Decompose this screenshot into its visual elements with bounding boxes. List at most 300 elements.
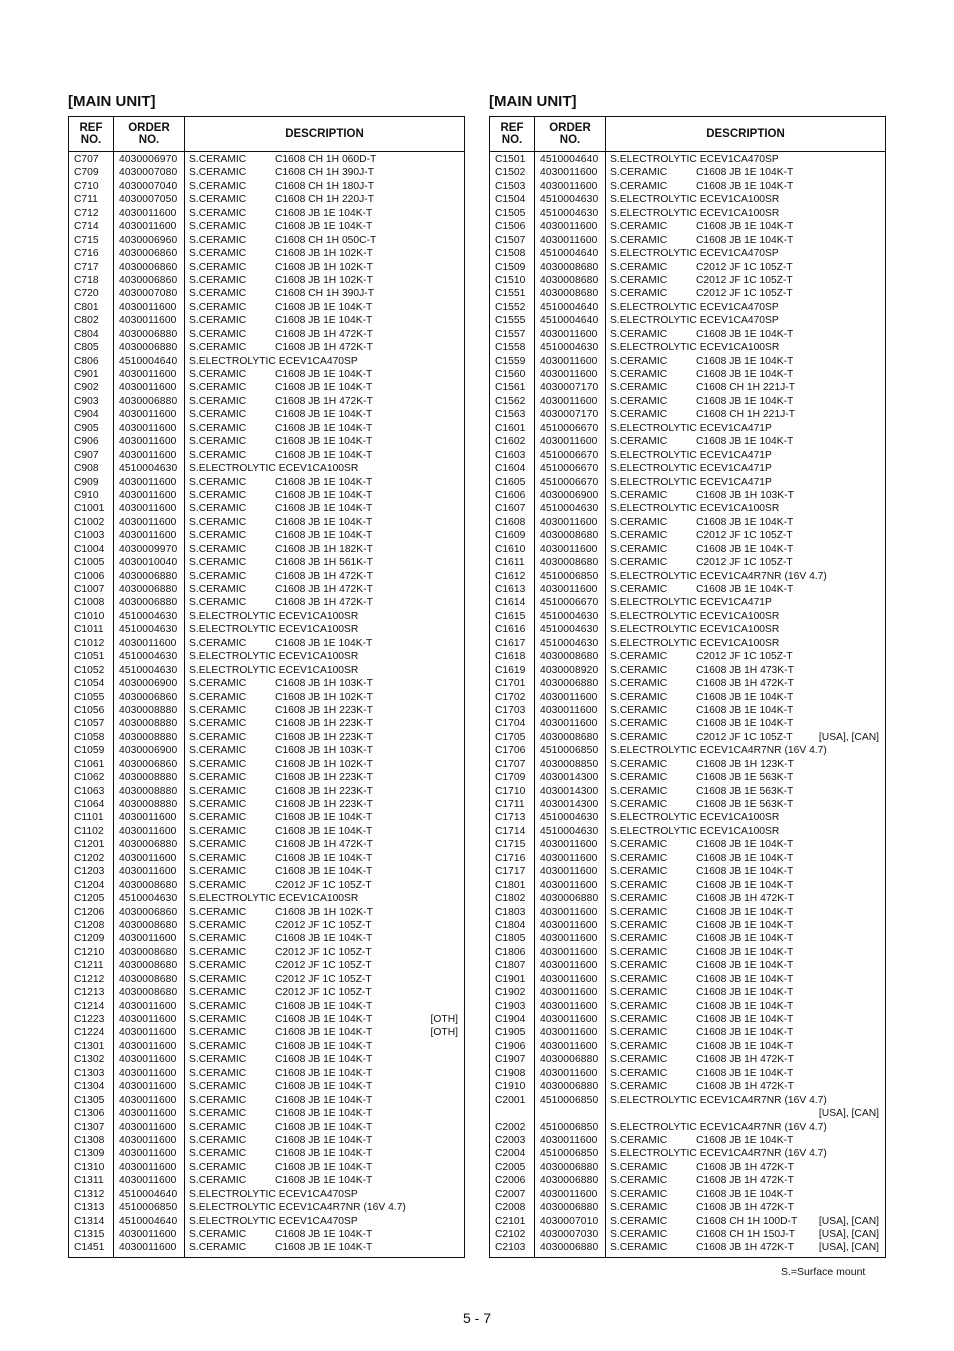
order-no-cell: 4030011600 [540,919,598,931]
order-no-cell: 4030006880 [119,839,178,851]
order-no-cell: 4510004640 [119,1215,178,1227]
order-no-cell: 4030011600 [540,718,598,730]
ref-no-cell: C1302 [74,1054,105,1066]
part-number-cell: ECEV1CA471P [699,597,772,609]
table-row [490,476,885,489]
component-type-cell: S.CERAMIC [189,422,247,434]
table-rows [490,152,885,1257]
table-row [490,1147,885,1160]
order-no-cell: 4030008680 [540,530,599,542]
table-row [490,529,885,542]
part-number-cell: ECEV1CA4R7NR (16V 4.7) [699,1121,827,1133]
table-row [490,220,885,233]
part-number-cell: C1608 JB 1E 563K-T [696,772,794,784]
table-row [490,261,885,274]
order-no-cell: 4030006860 [119,906,178,918]
order-no-cell: 4510006670 [540,463,599,475]
table-row [490,1080,885,1093]
table-row [69,476,464,489]
order-no-cell: 4030011600 [119,503,177,515]
part-number-cell: C2012 JF 1C 105Z-T [275,879,372,891]
table-row [69,247,464,260]
part-number-cell: C1608 CH 1H 150J-T [696,1229,796,1240]
order-no-cell: 4030011600 [119,1040,177,1052]
component-type-cell: S.ELECTROLYTIC [610,422,697,434]
table-row [69,717,464,730]
order-no-cell: 4030011600 [540,167,598,179]
ref-no-cell: C1303 [74,1067,105,1079]
ref-no-cell: C2101 [495,1215,526,1227]
order-no-cell: 4030011600 [119,1027,177,1039]
table-row [69,395,464,408]
order-no-cell: 4030011600 [540,1027,598,1039]
table-row [69,543,464,556]
parts-table [489,116,886,1258]
part-number-cell: C1608 JB 1E 104K-T [275,1027,373,1039]
order-no-cell: 4030008680 [540,288,599,300]
part-number-cell: C1608 JB 1H 102K-T [275,691,373,703]
component-type-cell: S.CERAMIC [189,1242,247,1254]
ref-no-cell: C904 [74,409,99,421]
component-type-cell: S.CERAMIC [610,167,668,179]
ref-no-cell: C1611 [495,557,525,569]
order-no-cell: 4030006860 [119,758,178,770]
table-row [69,355,464,368]
ref-no-cell: C1706 [495,745,526,757]
order-no-cell: 4510004640 [540,248,599,260]
table-row [69,153,464,166]
table-row [69,341,464,354]
table-row [69,959,464,972]
ref-no-cell: C1062 [74,772,105,784]
ref-no-cell: C1005 [74,557,105,569]
part-number-cell: C1608 JB 1E 104K-T [275,933,373,945]
component-type-cell: S.CERAMIC [189,745,247,757]
part-number-cell: ECEV1CA100SR [278,651,359,663]
part-number-cell: C1608 JB 1H 472K-T [275,395,373,407]
order-no-cell: 4030011600 [119,1000,177,1012]
part-number-cell: C2012 JF 1C 105Z-T [275,987,372,999]
ref-no-cell: C712 [74,207,99,219]
order-no-cell: 4030006860 [119,248,178,260]
table-row [69,677,464,690]
ref-no-cell: C1214 [74,1000,105,1012]
part-number-cell: C1608 JB 1H 182K-T [275,543,373,555]
table-row [69,986,464,999]
table-row [490,314,885,327]
part-number-cell: C1608 JB 1E 104K-T [696,946,794,958]
table-row [490,1201,885,1214]
ref-no-cell: C1617 [495,637,526,649]
table-row [490,986,885,999]
order-no-cell: 4030014300 [540,772,599,784]
table-body [69,152,464,1257]
table-row [69,919,464,932]
part-number-cell: C1608 JB 1E 104K-T [275,852,373,864]
order-no-cell: 4030011600 [540,852,598,864]
component-type-cell: S.CERAMIC [189,1054,247,1066]
order-no-cell: 4030011600 [540,1188,598,1200]
order-no-cell: 4510004630 [540,194,599,206]
ref-no-cell: C1305 [74,1094,105,1106]
ref-no-cell: C1610 [495,543,526,555]
ref-no-cell: C1223 [74,1014,105,1025]
ref-no-cell: C1614 [495,597,526,609]
table-row [69,261,464,274]
component-type-cell: S.CERAMIC [189,167,247,179]
order-no-cell: 4030006880 [119,395,178,407]
order-no-cell: 4030006880 [119,328,178,340]
part-number-cell: C1608 JB 1H 472K-T [696,678,794,690]
component-type-cell: S.CERAMIC [189,812,247,824]
order-no-cell: 4030008680 [119,879,178,891]
ref-no-cell: C2006 [495,1175,526,1187]
order-no-cell: 4510004630 [119,610,178,622]
part-number-cell: ECEV1CA100SR [278,463,359,475]
part-number-cell: C1608 JB 1H 472K-T [275,839,373,851]
table-row [69,180,464,193]
ref-no-cell: C1552 [495,301,526,313]
table-row [490,207,885,220]
part-number-cell: C1608 JB 1E 104K-T [696,1067,794,1079]
table-row [490,973,885,986]
part-number-cell: C1608 JB 1H 103K-T [275,678,373,690]
ref-no-cell: C1011 [74,624,104,636]
component-type-cell: S.CERAMIC [189,557,247,569]
component-type-cell: S.CERAMIC [610,221,668,233]
order-no-cell: 4030007170 [540,409,599,421]
ref-no-cell: C1058 [74,731,105,743]
part-number-cell: C1608 JB 1H 223K-T [275,785,373,797]
part-number-cell: C1608 CH 1H 221J-T [696,409,796,421]
ref-no-cell: C2005 [495,1161,526,1173]
component-type-cell: S.ELECTROLYTIC [189,893,276,905]
component-type-cell: S.CERAMIC [610,369,668,380]
ref-no-cell: C1301 [74,1040,105,1052]
order-no-cell: 4030008680 [119,987,178,999]
table-row [69,1107,464,1120]
ref-no-cell: C2003 [495,1134,526,1146]
component-type-cell: S.CERAMIC [189,543,247,555]
column-header-order-no: ORDER NO. [535,117,606,151]
ref-no-cell: C2008 [495,1202,526,1214]
component-type-cell: S.CERAMIC [189,221,247,233]
order-no-cell: 4030011600 [119,637,177,649]
order-no-cell: 4030011600 [119,1134,177,1146]
component-type-cell: S.CERAMIC [610,1202,668,1214]
part-number-cell: C1608 JB 1E 104K-T [275,489,373,501]
component-type-cell: S.CERAMIC [610,1215,668,1227]
part-number-cell: C1608 JB 1E 104K-T [275,409,373,421]
ref-no-cell: C1010 [74,610,105,622]
order-no-cell: 4030011600 [119,449,177,461]
component-type-cell: S.CERAMIC [610,758,668,770]
ref-no-cell: C1619 [495,664,526,676]
table-row [69,193,464,206]
order-no-cell: 4030011600 [119,1094,177,1106]
component-type-cell: S.CERAMIC [610,261,668,273]
table-row [490,677,885,690]
ref-no-cell: C1910 [495,1081,526,1093]
ref-no-cell: C1802 [495,893,526,905]
order-no-cell: 4030008680 [119,960,178,972]
order-no-cell: 4030011600 [119,933,177,945]
part-number-cell: ECEV1CA471P [699,422,772,434]
component-type-cell: S.ELECTROLYTIC [610,301,697,313]
section-heading: [MAIN UNIT] [489,93,577,110]
order-no-cell: 4030011600 [119,1148,177,1160]
table-row [69,529,464,542]
component-type-cell: S.CERAMIC [189,866,247,878]
part-number-cell: C1608 JB 1H 472K-T [696,1161,794,1173]
order-no-cell: 4510004630 [540,342,599,354]
ref-no-cell: C906 [74,436,99,448]
ref-no-cell: C1063 [74,785,105,797]
table-row [490,906,885,919]
order-no-cell: 4030011600 [119,852,177,864]
ref-no-cell: C1315 [74,1229,105,1240]
part-number-cell: C1608 JB 1E 104K-T [696,852,794,864]
component-type-cell: S.CERAMIC [189,207,247,219]
part-number-cell: C1608 JB 1E 104K-T [696,1014,794,1025]
part-number-cell: C1608 JB 1E 104K-T [275,1000,373,1012]
table-row [69,422,464,435]
table-row [69,932,464,945]
component-type-cell: S.ELECTROLYTIC [610,463,697,475]
ref-no-cell: C1616 [495,624,526,636]
table-row [69,462,464,475]
order-no-cell: 4030011600 [540,1000,598,1012]
component-type-cell: S.CERAMIC [610,987,668,999]
order-no-cell: 4030007080 [119,288,178,300]
table-row [69,1134,464,1147]
table-row [69,489,464,502]
column-divider [605,152,606,1257]
ref-no-cell: C1313 [74,1202,105,1214]
component-type-cell: S.CERAMIC [189,503,247,515]
component-type-cell: S.ELECTROLYTIC [610,449,697,461]
component-type-cell: S.CERAMIC [610,234,668,246]
ref-no-cell: C1052 [74,664,105,676]
ref-no-cell: C1807 [495,960,526,972]
order-no-cell: 4030008880 [119,785,178,797]
table-row [490,758,885,771]
order-no-cell: 4030011600 [540,839,598,851]
ref-no-cell: C1503 [495,180,526,192]
order-no-cell: 4030006880 [540,678,599,690]
table-row [69,1228,464,1241]
table-row [490,717,885,730]
order-no-cell: 4030011600 [119,207,177,219]
table-row [490,341,885,354]
order-no-cell: 4030008680 [540,731,599,743]
ref-no-cell: C1505 [495,207,526,219]
part-number-cell: C2012 JF 1C 105Z-T [696,261,793,273]
component-type-cell: S.ELECTROLYTIC [610,342,697,354]
ref-no-cell: C2001 [495,1094,526,1106]
ref-no-cell: C1002 [74,516,105,528]
component-type-cell: S.CERAMIC [189,382,247,394]
table-row [490,691,885,704]
table-row [490,623,885,636]
order-no-cell: 4510004640 [119,1188,178,1200]
ref-no-cell: C1501 [495,154,526,165]
ref-no-cell: C1057 [74,718,105,730]
part-number-cell: C1608 JB 1E 104K-T [275,301,373,313]
table-row [490,247,885,260]
table-row [490,1026,885,1039]
order-no-cell: 4030006880 [540,1081,599,1093]
component-type-cell: S.CERAMIC [189,342,247,354]
table-row [490,1053,885,1066]
component-type-cell: S.CERAMIC [610,1175,668,1187]
table-row [69,274,464,287]
component-type-cell: S.CERAMIC [189,1148,247,1160]
order-no-cell: 4030006880 [119,342,178,354]
part-number-cell: ECEV1CA470SP [278,355,358,367]
ref-no-cell: C1508 [495,248,526,260]
component-type-cell: S.CERAMIC [189,597,247,609]
table-row [490,543,885,556]
table-row [490,852,885,865]
ref-no-cell: C2102 [495,1229,526,1240]
part-number-cell: C1608 JB 1H 473K-T [696,664,794,676]
component-type-cell: S.CERAMIC [189,409,247,421]
order-no-cell: 4030006900 [119,678,178,690]
part-number-cell: C1608 JB 1E 104K-T [696,395,794,407]
component-type-cell: S.CERAMIC [610,1067,668,1079]
ref-no-cell: C1562 [495,395,526,407]
table-row [69,287,464,300]
ref-no-cell: C1711 [495,799,525,810]
component-type-cell: S.CERAMIC [610,933,668,945]
ref-no-cell: C1206 [74,906,105,918]
order-no-cell: 4030011600 [119,382,177,394]
order-no-cell: 4030007010 [540,1215,599,1227]
order-no-cell: 4030011600 [119,221,177,233]
order-no-cell: 4510004630 [540,825,599,837]
table-row [69,825,464,838]
order-no-cell: 4030011600 [540,704,598,716]
table-row [69,610,464,623]
ref-no-cell: C715 [74,234,99,246]
order-no-cell: 4030011600 [540,1067,598,1079]
table-row [490,1121,885,1134]
table-row [490,1040,885,1053]
order-no-cell: 4030006960 [119,234,178,246]
component-type-cell: S.CERAMIC [189,315,247,327]
component-type-cell: S.CERAMIC [189,825,247,837]
component-type-cell: S.CERAMIC [189,879,247,891]
component-type-cell: S.CERAMIC [189,154,247,165]
table-row [69,623,464,636]
order-no-cell: 4030011600 [540,436,598,448]
part-number-cell: C1608 JB 1E 104K-T [275,530,373,542]
order-no-cell: 4510006850 [540,1121,599,1133]
parts-list-right [489,92,886,1258]
component-type-cell: S.CERAMIC [189,301,247,313]
part-number-cell: ECEV1CA471P [699,463,772,475]
part-number-cell: C1608 JB 1E 104K-T [696,933,794,945]
order-no-cell: 4510004630 [119,893,178,905]
part-number-cell: C2012 JF 1C 105Z-T [275,973,372,985]
table-row [69,1241,464,1254]
component-type-cell: S.ELECTROLYTIC [610,637,697,649]
order-no-cell: 4510006850 [119,1202,178,1214]
part-number-cell: C1608 JB 1E 104K-T [696,879,794,891]
table-row [490,287,885,300]
footnote: S.=Surface mount [781,1266,866,1278]
page-number: 5 - 7 [463,1310,492,1326]
component-type-cell: S.CERAMIC [189,1014,247,1025]
order-no-cell: 4030011600 [119,489,177,501]
component-type-cell: S.CERAMIC [610,584,668,595]
table-row [490,502,885,515]
table-row [490,932,885,945]
order-no-cell: 4030011600 [540,866,598,878]
table-row [490,1094,885,1107]
component-type-cell: S.CERAMIC [610,180,668,192]
order-no-cell: 4510004640 [119,355,178,367]
ref-no-cell: C1312 [74,1188,105,1200]
table-row [69,973,464,986]
component-type-cell: S.CERAMIC [189,637,247,649]
table-row [490,811,885,824]
table-row [490,1067,885,1080]
component-type-cell: S.CERAMIC [189,799,247,810]
ref-no-cell: C1304 [74,1081,105,1093]
part-number-cell: C1608 JB 1E 104K-T [275,1081,373,1093]
order-no-cell: 4030006970 [119,154,178,165]
component-type-cell: S.CERAMIC [610,879,668,891]
table-row [69,758,464,771]
part-number-cell: C1608 JB 1E 104K-T [696,543,794,555]
ref-no-cell: C720 [74,288,99,300]
component-type-cell: S.ELECTROLYTIC [610,597,697,609]
component-type-cell: S.CERAMIC [610,731,668,743]
column-header-description: DESCRIPTION [706,128,785,140]
ref-no-cell: C1205 [74,893,105,905]
order-no-cell: 4030006880 [540,1175,599,1187]
part-number-cell: ECEV1CA471P [699,449,772,461]
component-type-cell: S.CERAMIC [189,785,247,797]
part-number-cell: C1608 JB 1E 104K-T [275,1229,373,1240]
ref-no-cell: C1306 [74,1108,105,1120]
order-no-cell: 4030007030 [540,1229,599,1240]
ref-no-cell: C1311 [74,1175,104,1187]
order-no-cell: 4030011600 [119,812,177,824]
table-row [490,704,885,717]
component-type-cell: S.ELECTROLYTIC [610,1148,697,1160]
ref-no-cell: C717 [74,261,99,273]
component-type-cell: S.ELECTROLYTIC [610,825,697,837]
component-type-cell: S.CERAMIC [610,489,668,501]
table-row [69,502,464,515]
component-type-cell: S.CERAMIC [189,1040,247,1052]
order-no-cell: 4030011600 [119,516,177,528]
part-number-cell: C1608 JB 1H 472K-T [275,342,373,354]
ref-no-cell: C1507 [495,234,526,246]
order-no-cell: 4030011600 [119,1161,177,1173]
part-number-cell: C1608 JB 1H 472K-T [696,1054,794,1066]
component-type-cell: S.ELECTROLYTIC [610,1121,697,1133]
part-number-cell: C1608 JB 1H 223K-T [275,772,373,784]
table-row [69,838,464,851]
part-number-cell: C1608 JB 1E 104K-T [275,1161,373,1173]
component-type-cell: S.CERAMIC [610,395,668,407]
component-type-cell: S.CERAMIC [610,328,668,340]
component-type-cell: S.CERAMIC [189,489,247,501]
